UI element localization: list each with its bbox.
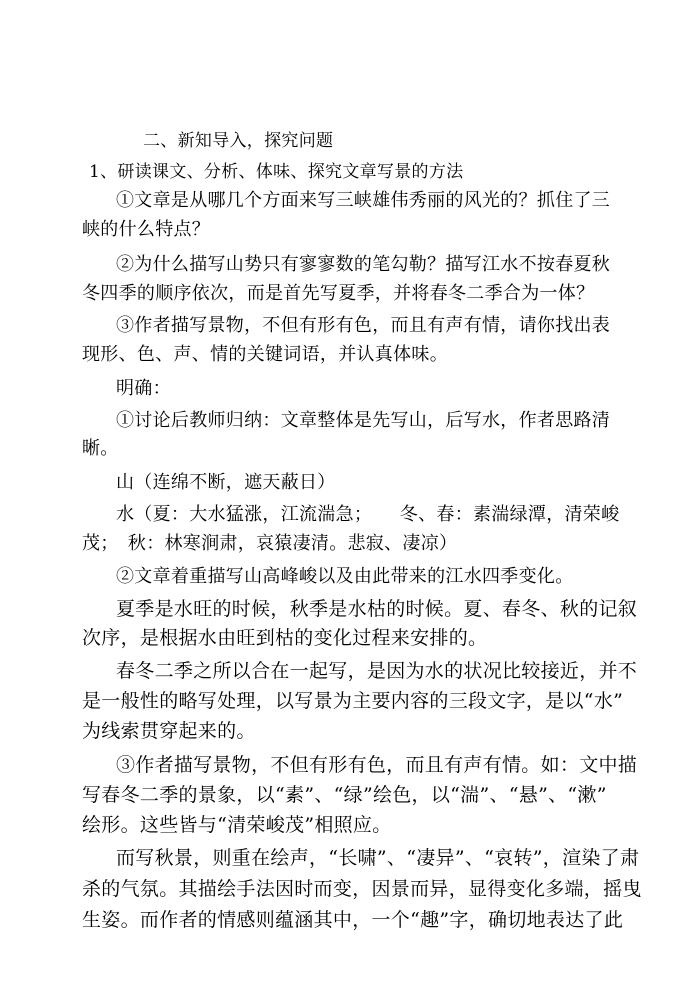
question-1-line-1: ①文章是从哪几个方面来写三峡雄伟秀丽的风光的？抓住了三 bbox=[116, 190, 611, 211]
water-summary-line-2: 茂； 秋：林寒涧肃，哀猿凄清。悲寂、凄凉） bbox=[82, 533, 458, 554]
spring-winter-paragraph-line-1: 春冬二季之所以合在一起写，是因为水的状况比较接近，并不 bbox=[116, 660, 638, 682]
autumn-paragraph-line-3: 生姿。而作者的情感则蕴涵其中，一个“趣”字，确切地表达了此 bbox=[82, 909, 624, 931]
spring-winter-paragraph-line-3: 为线索贯穿起来的。 bbox=[82, 720, 256, 742]
section-title: 二、新知导入，探究问题 bbox=[143, 131, 334, 151]
answer-1-line-1: ①讨论后教师归纳：文章整体是先写山，后写水，作者思路清 bbox=[116, 410, 611, 431]
autumn-paragraph-line-2: 杀的气氛。其描绘手法因时而变，因景而异，显得变化多端，摇曳 bbox=[82, 878, 642, 900]
spring-winter-paragraph-line-2: 是一般性的略写处理，以写景为主要内容的三段文字，是以“水” bbox=[82, 690, 624, 712]
subsection-title: 1、研读课文、分析、体味、探究文章写景的方法 bbox=[89, 162, 464, 182]
question-3-line-1: ③作者描写景物，不但有形有色，而且有声有情，请你找出表 bbox=[116, 315, 611, 336]
answer-2: ②文章着重描写山高峰峻以及由此带来的江水四季变化。 bbox=[116, 566, 574, 587]
answer-3-line-2: 写春冬二季的景象，以“素”、“绿”绘色，以“湍”、“悬”、“漱” bbox=[82, 784, 607, 806]
summer-paragraph-line-1: 夏季是水旺的时候，秋季是水枯的时候。夏、春冬、秋的记叙 bbox=[116, 598, 638, 620]
answer-1-line-2: 晰。 bbox=[82, 438, 119, 459]
question-2-line-1: ②为什么描写山势只有寥寥数的笔勾勒？描写江水不按春夏秋 bbox=[116, 254, 611, 275]
mountain-summary: 山（连绵不断，遮天蔽日） bbox=[116, 472, 336, 493]
answer-3-line-3: 绘形。这些皆与“清荣峻茂”相照应。 bbox=[82, 814, 392, 836]
answer-label: 明确： bbox=[116, 378, 171, 399]
question-3-line-2: 现形、色、声、情的关键词语，并认真体味。 bbox=[82, 344, 448, 365]
autumn-paragraph-line-1: 而写秋景，则重在绘声，“长啸”、“凄异”、“哀转”，渲染了肃 bbox=[116, 847, 640, 869]
answer-3-line-1: ③作者描写景物，不但有形有色，而且有声有情。如：文中描 bbox=[116, 754, 638, 776]
water-summary-line-1: 水（夏：大水猛涨，江流湍急； 冬、春：素湍绿潭，清荣峻 bbox=[116, 504, 620, 525]
question-1-line-2: 峡的什么特点？ bbox=[82, 219, 211, 240]
summer-paragraph-line-2: 次序，是根据水由旺到枯的变化过程来安排的。 bbox=[82, 627, 488, 649]
question-2-line-2: 冬四季的顺序依次，而是首先写夏季，并将春冬二季合为一体？ bbox=[82, 283, 595, 304]
